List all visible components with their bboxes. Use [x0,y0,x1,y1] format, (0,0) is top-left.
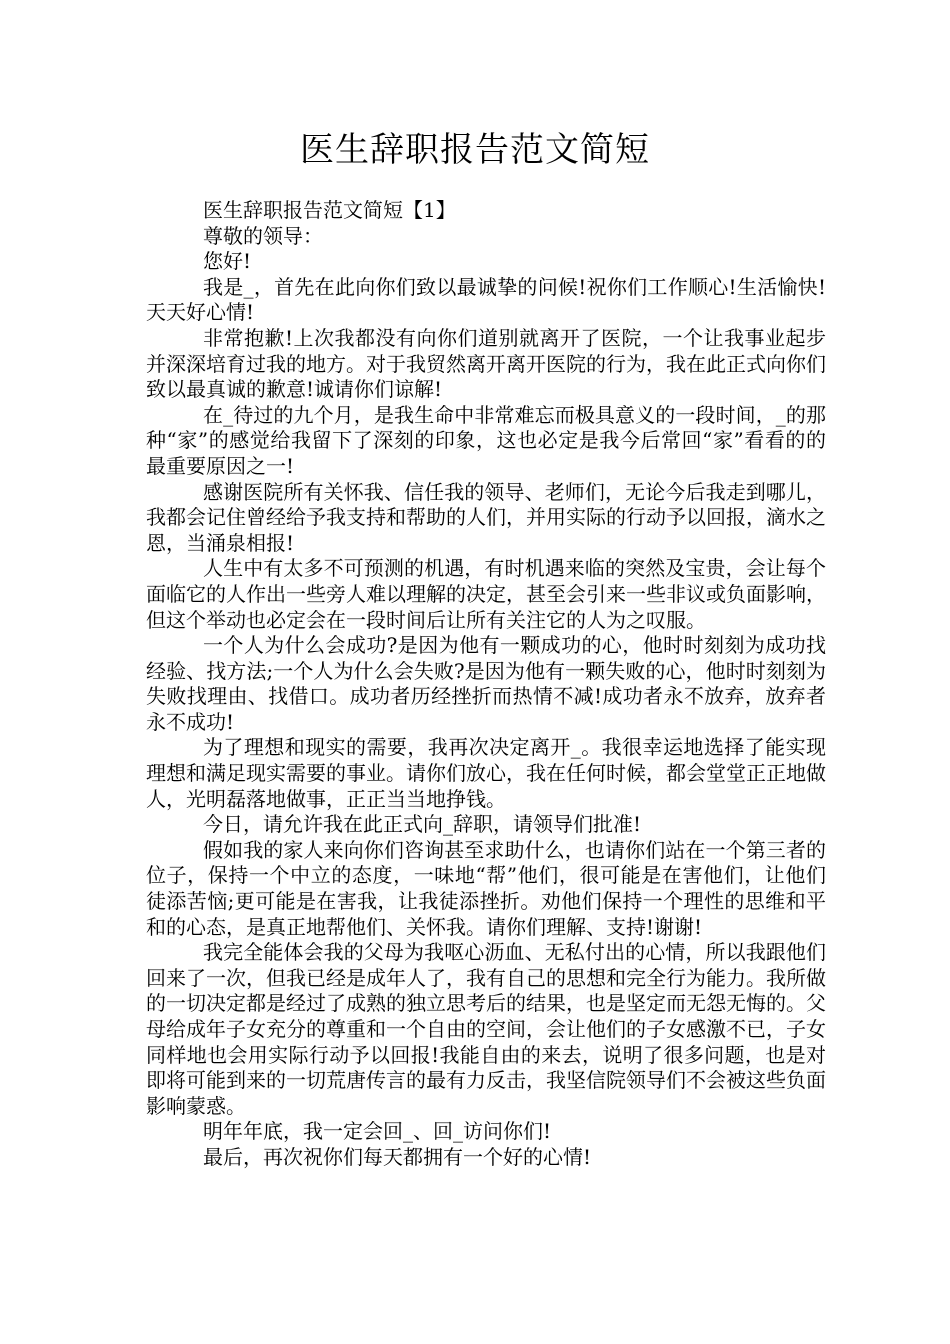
body-paragraph: 一个人为什么会成功?是因为他有一颗成功的心，他时时刻刻为成功找经验、找方法;一个人为什么会失败?是因为他有一颗失败的心，他时时刻刻为失败找理由、找借口。成功者历经挫折而热情不减!成功者永不放弃，放弃者永不成功! [146,633,826,734]
body-paragraph: 为了理想和现实的需要，我再次决定离开_。我很幸运地选择了能实现理想和满足现实需要的事业。请你们放心，我在任何时候，都会堂堂正正地做人，光明磊落地做事，正正当当地挣钱。 [146,735,826,811]
body-paragraph: 人生中有太多不可预测的机遇，有时机遇来临的突然及宝贵，会让每个面临它的人作出一些旁人难以理解的决定，甚至会引来一些非议或负面影响，但这个举动也必定会在一段时间后让所有关注它的人为之叹服。 [146,556,826,632]
body-paragraph: 非常抱歉!上次我都没有向你们道别就离开了医院，一个让我事业起步并深深培育过我的地方。对于我贸然离开离开医院的行为，我在此正式向你们致以最真诚的歉意!诚请你们谅解! [146,325,826,402]
body-paragraph: 今日，请允许我在此正式向_辞职，请领导们批准! [203,812,642,837]
salutation: 尊敬的领导： [203,223,323,248]
body-paragraph: 假如我的家人来向你们咨询甚至求助什么，也请你们站在一个第三者的位子，保持一个中立的态度，一味地“帮”他们，很可能是在害他们，让他们徒添苦恼;更可能是在害我，让我徒添挫折。劝他们保持一个理性的思维和平和的心态，是真正地帮他们、关怀我。请你们理解、支持!谢谢! [146,837,826,939]
body-paragraph: 明年年底，我一定会回_、回_访问你们! [203,1119,552,1144]
body-paragraph: 我是_，首先在此向你们致以最诚挚的问候!祝你们工作顺心!生活愉快!天天好心情! [146,274,826,325]
document-title: 医生辞职报告范文简短 [300,130,650,170]
closing-paragraph: 最后，再次祝你们每天都拥有一个好的心情! [203,1144,592,1169]
body-paragraph: 在_待过的九个月，是我生命中非常难忘而极具意义的一段时间，_的那种“家”的感觉给我留下了深刻的印象，这也必定是我今后常回“家”看看的的最重要原因之一! [146,402,826,478]
greeting: 您好! [203,249,252,274]
body-paragraph: 我完全能体会我的父母为我呕心沥血、无私付出的心情，所以我跟他们回来了一次，但我已经是成年人了，我有自己的思想和完全行为能力。我所做的一切决定都是经过了成熟的独立思考后的结果，也是坚定而无怨无悔的。父母给成年子女充分的尊重和一个自由的空间，会让他们的子女感激不已，子女同样地也会用实际行动予以回报!我能自由的来去，说明了很多问题，也是对即将可能到来的一切荒唐传言的最有力反击，我坚信院领导们不会被这些负面影响蒙惑。 [146,940,826,1118]
section-heading: 医生辞职报告范文简短【1】 [203,198,456,222]
document-body [146,198,826,1171]
body-paragraph: 感谢医院所有关怀我、信任我的领导、老师们，无论今后我走到哪儿，我都会记住曾经给予我支持和帮助的人们，并用实际的行动予以回报，滴水之恩，当涌泉相报! [146,479,826,555]
